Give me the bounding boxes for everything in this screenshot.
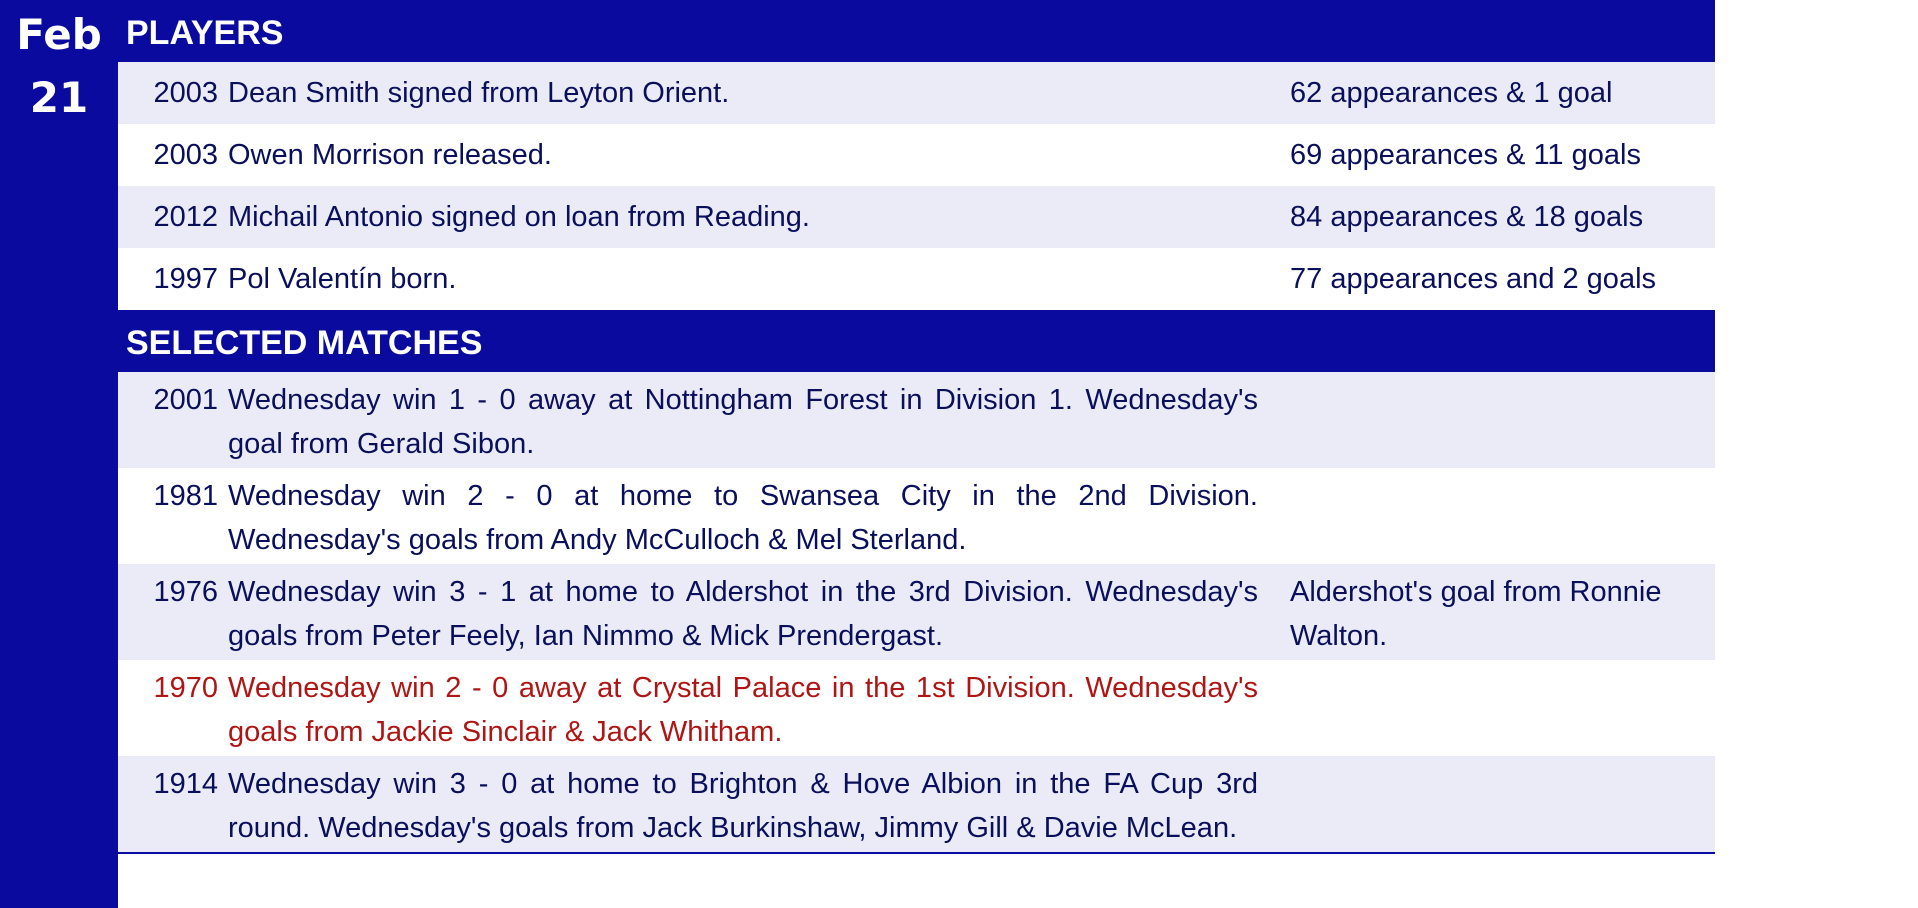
- match-note: [1258, 378, 1715, 466]
- date-column: [0, 0, 118, 908]
- player-text: Pol Valentín born.: [228, 262, 457, 295]
- player-year: 2003: [153, 138, 218, 171]
- match-year: 1981: [153, 480, 218, 512]
- player-row: [118, 124, 1715, 186]
- match-year: 2001: [153, 384, 218, 416]
- player-year: 1997: [153, 262, 218, 295]
- match-note: Aldershot's goal from Ronnie Walton.: [1290, 576, 1662, 652]
- match-text: Wednesday win 3 - 0 at home to Brighton & Hove Albion in the FA Cup 3rd round. Wednesday's goals from Jack Burkinshaw, Jimmy Gill & Davie McLean.: [228, 768, 1258, 844]
- player-stats: 69 appearances & 11 goals: [1290, 138, 1641, 171]
- match-row: [118, 564, 1715, 660]
- date-month: Feb: [16, 10, 102, 59]
- match-text: Wednesday win 3 - 1 at home to Aldershot in the 3rd Division. Wednesday's goals from Peter Feely, Ian Nimmo & Mick Prendergast.: [228, 576, 1258, 652]
- match-year: 1914: [153, 768, 218, 800]
- player-row: [118, 248, 1715, 310]
- matches-header: SELECTED MATCHES: [118, 310, 1715, 372]
- match-year: 1970: [153, 672, 218, 704]
- player-text: Owen Morrison released.: [228, 138, 552, 171]
- match-text: Wednesday win 2 - 0 away at Crystal Palace in the 1st Division. Wednesday's goals from Jackie Sinclair & Jack Whitham.: [228, 672, 1258, 748]
- player-row: [118, 186, 1715, 248]
- players-header: PLAYERS: [118, 0, 1715, 62]
- match-row: [118, 468, 1715, 564]
- match-row-highlighted: [118, 660, 1715, 756]
- player-year: 2012: [153, 200, 218, 233]
- match-note: [1258, 666, 1715, 754]
- player-stats: 62 appearances & 1 goal: [1290, 76, 1613, 109]
- match-row: [118, 756, 1715, 852]
- match-text: Wednesday win 2 - 0 at home to Swansea City in the 2nd Division. Wednesday's goals from Andy McCulloch & Mel Sterland.: [228, 480, 1258, 556]
- match-row: [118, 372, 1715, 468]
- player-text: Michail Antonio signed on loan from Reading.: [228, 200, 810, 233]
- match-note: [1258, 474, 1715, 562]
- content-table: [118, 0, 1715, 854]
- date-day: 21: [29, 73, 89, 122]
- player-stats: 77 appearances and 2 goals: [1290, 262, 1657, 295]
- match-text: Wednesday win 1 - 0 away at Nottingham Forest in Division 1. Wednesday's goal from Gerald Sibon.: [228, 384, 1258, 460]
- player-text: Dean Smith signed from Leyton Orient.: [228, 76, 730, 109]
- player-stats: 84 appearances & 18 goals: [1290, 200, 1644, 233]
- match-year: 1976: [153, 576, 218, 608]
- match-note: [1258, 762, 1715, 850]
- player-row: [118, 62, 1715, 124]
- player-year: 2003: [153, 76, 218, 109]
